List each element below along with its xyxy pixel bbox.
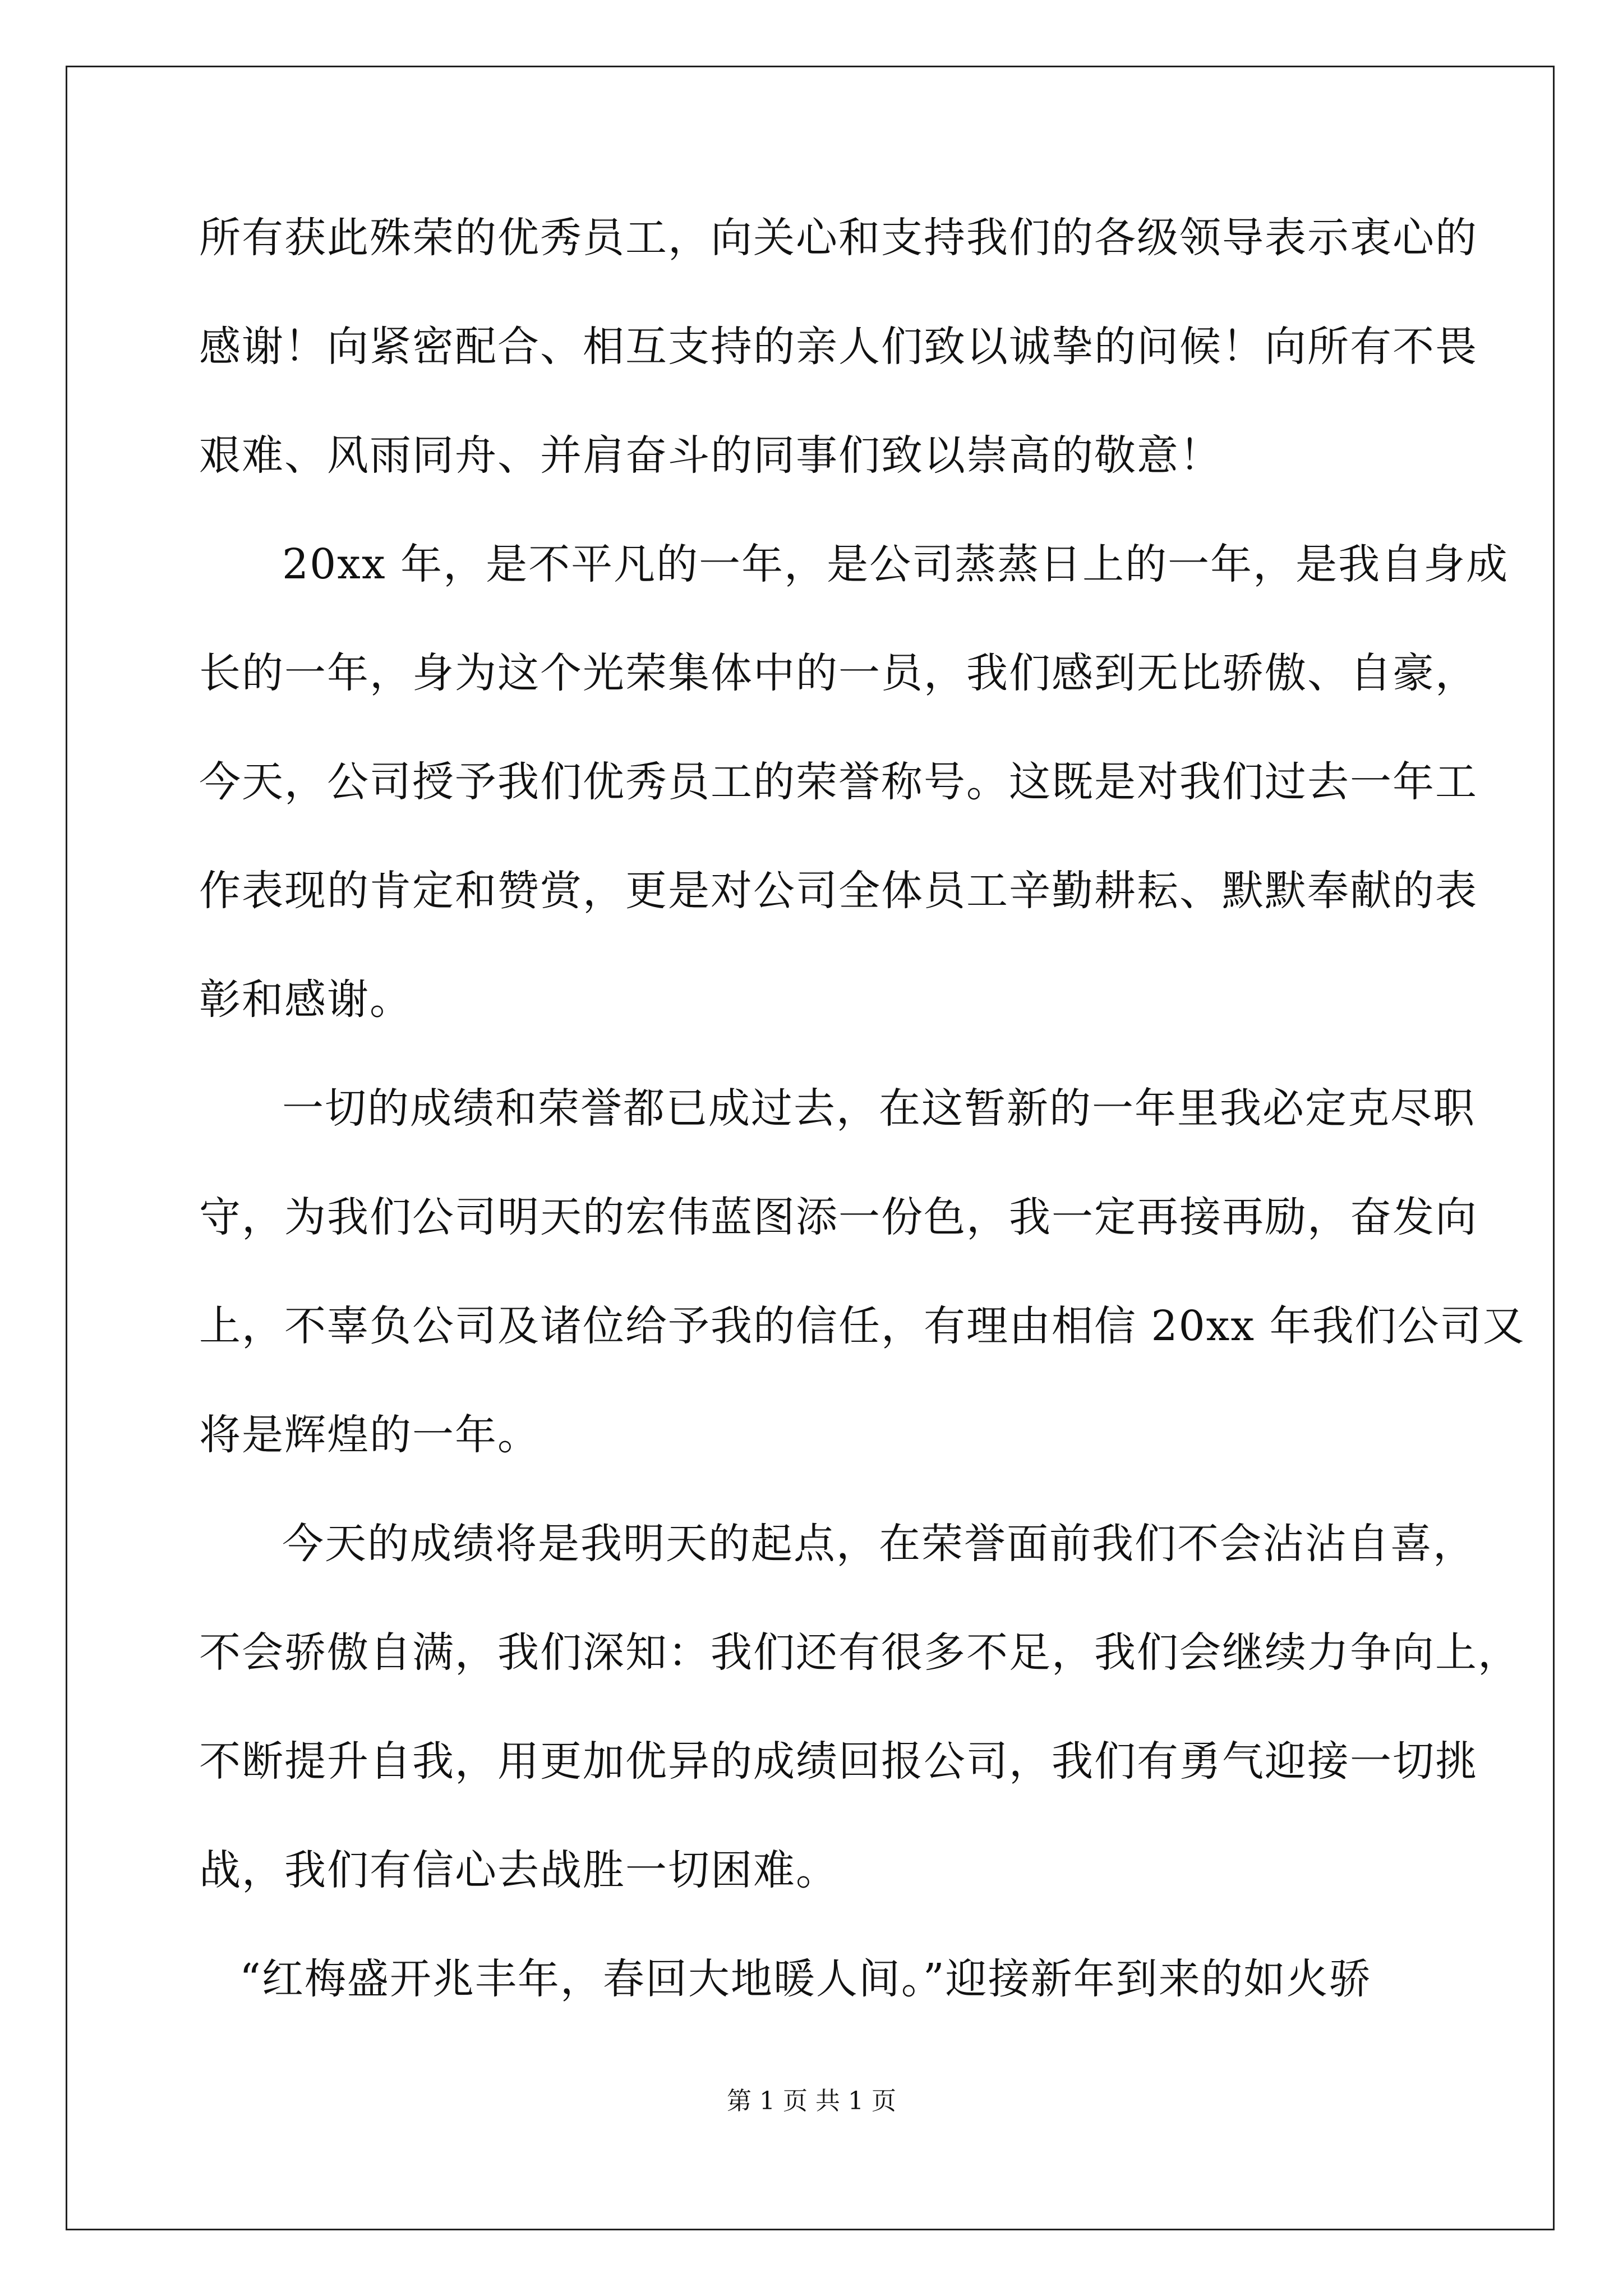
paragraph-start-line: 今天的成绩将是我明天的起点，在荣誉面前我们不会沾沾自喜， bbox=[282, 1520, 1476, 1568]
document-body bbox=[199, 210, 1525, 2007]
text-line: 今天，公司授予我们优秀员工的荣誉称号。这既是对我们过去一年工 bbox=[199, 758, 1478, 806]
text-line: 彰和感谢。 bbox=[199, 976, 412, 1024]
text-line: 战，我们有信心去战胜一切困难。 bbox=[199, 1846, 838, 1894]
text-line: 感谢！向紧密配合、相互支持的亲人们致以诚挚的问候！向所有不畏 bbox=[199, 323, 1478, 371]
text-line: 不会骄傲自满，我们深知：我们还有很多不足，我们会继续力争向上， bbox=[199, 1628, 1520, 1677]
text-line: 长的一年，身为这个光荣集体中的一员，我们感到无比骄傲、自豪， bbox=[199, 649, 1478, 697]
paragraph-start-line: 20xx 年，是不平凡的一年，是公司蒸蒸日上的一年，是我自身成 bbox=[282, 540, 1509, 588]
text-line: 上，不辜负公司及诸位给予我的信任，有理由相信 20xx 年我们公司又 bbox=[199, 1302, 1525, 1350]
text-line: 守，为我们公司明天的宏伟蓝图添一份色，我一定再接再励，奋发向 bbox=[199, 1193, 1478, 1241]
page-footer: 第 1 页 共 1 页 bbox=[727, 2087, 896, 2115]
paragraph-start-line: 一切的成绩和荣誉都已成过去，在这暂新的一年里我必定克尽职 bbox=[282, 1084, 1476, 1133]
text-line: 所有获此殊荣的优秀员工，向关心和支持我们的各级领导表示衷心的 bbox=[199, 214, 1478, 262]
paragraph-start-line: “红梅盛开兆丰年，春回大地暖人间。”迎接新年到来的如火骄 bbox=[239, 1955, 1372, 2003]
text-line: 艰难、风雨同舟、并肩奋斗的同事们致以崇高的敬意！ bbox=[199, 431, 1222, 480]
text-line: 将是辉煌的一年。 bbox=[199, 1411, 540, 1459]
text-line: 作表现的肯定和赞赏，更是对公司全体员工辛勤耕耘、默默奉献的表 bbox=[199, 867, 1478, 915]
text-line: 不断提升自我，用更加优异的成绩回报公司，我们有勇气迎接一切挑 bbox=[199, 1737, 1478, 1786]
